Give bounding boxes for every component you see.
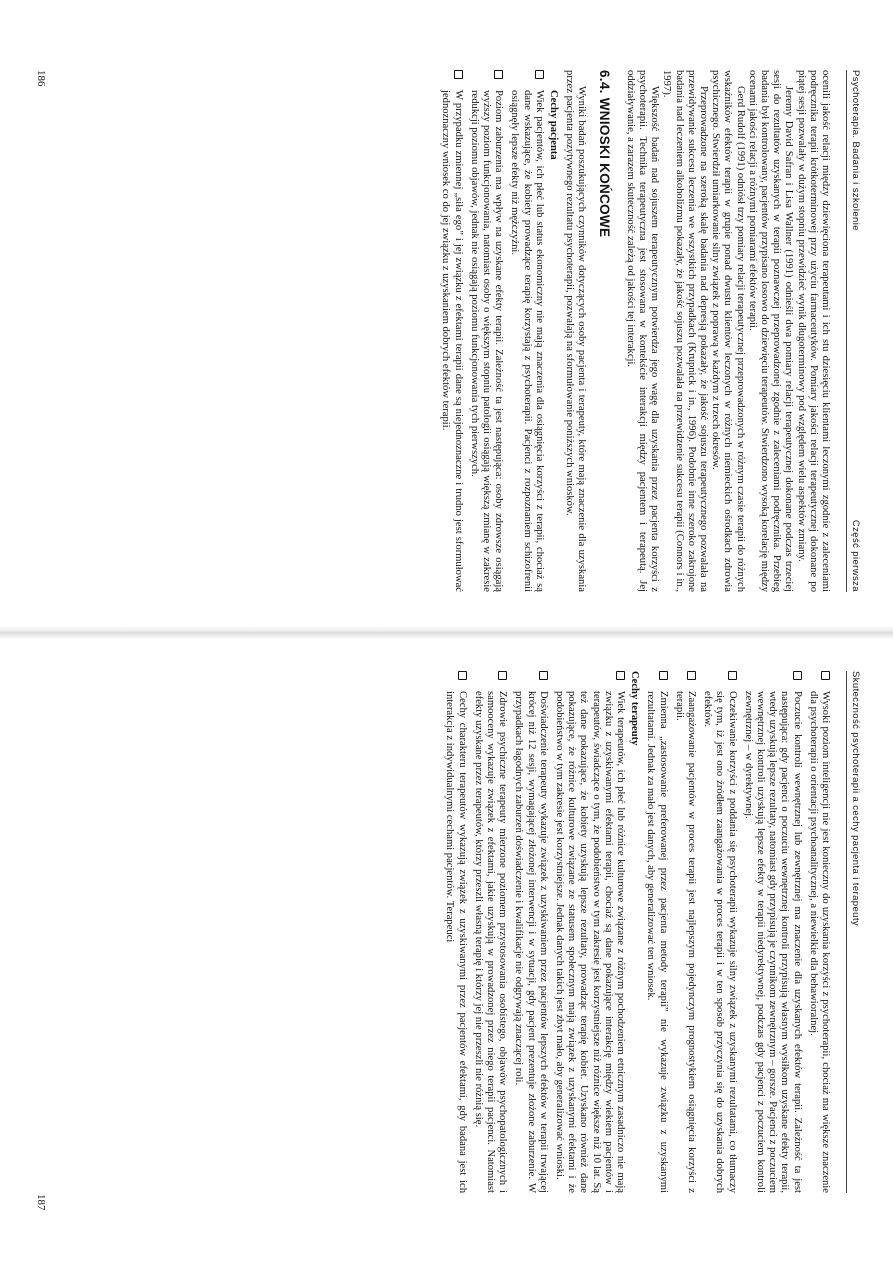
list-item [644, 671, 668, 1193]
paragraph: Jeremy David Safran i Lisa Wallner (1991) odnieśli dwa pomiary relacji terapeutycznej dokonane podczas trzeciej sesji do rezultatów uzyskanych w terapii poznawczej przeprowadzonej zgodnie z zaleceniami podręcznika. Przebieg badania był kontrolowany, pacjentów przypisano losowo do dziewięciu terapeutów. Stwierdzono wysoką korelację między ocenami jakości relacji a różnymi pomiarami efektów terapii. [746, 70, 795, 592]
paragraph: Gerd Rudolf (1991) odniósł trzy pomiary relacji terapeutycznej przeprowadzonych w różnym czasie terapii do różnych wskaźników efektów terapii w grupie ponad dwustu klientów leczonych w różnych niemieckich ośrodkach zdrowia psychicznego. Stwierdził umiarkowanie silny związek z poprawą w każdym z trzech okresów. [710, 70, 746, 592]
list-item [701, 671, 738, 1193]
list-item [443, 671, 467, 1193]
paragraph: Przeprowadzone na szeroką skalę badania nad depresją pokazały, że jakość sojuszu terapeutycznego pozwalała na przewidywanie sukcesu leczenia we wszystkich przypadkach (Krupnick i in., 1996). Podobnie inne szeroko zakrojone badania nad leczeniem alkoholizmu pokazały, że jakość sojuszu pozwalała na przewidzenie sukcesu terapii (Connors i in., 1997). [661, 70, 709, 592]
list-item-text: W przypadku zmiennej „siła ego” i jej związku z efektami terapii dane są niejednoznaczne i trudno jest sformułować jednoznaczny wniosek co do jej związku z uzyskaniem dobrych efektów terapii. [440, 90, 464, 592]
list-item [742, 671, 803, 1193]
checkbox-bullet-icon [793, 671, 802, 680]
header-chapter-title: Skuteczność psychoterapii a cechy pacjenta i terapeuty [850, 671, 861, 927]
checkbox-bullet-icon [687, 671, 696, 680]
list-item [472, 671, 509, 1193]
checkbox-bullet-icon [494, 70, 503, 79]
checkbox-bullet-icon [728, 671, 737, 680]
list-item-text: Cechy charakteru terapeutów wykazują związek z uzyskiwanymi przez pacjentów efektami, gdy badana jest ich interakcja z indywidualnymi cechami pacjentów. Terapeuci [444, 691, 468, 1193]
running-header [846, 70, 863, 592]
paragraph: Większość badań nad sojuszem terapeutycznym potwierdza jego wagę dla uzyskania przez pacjenta korzyści z psychoterapii. Technika terapeutyczna jest stosowana w kontekście interakcji między pacjentem i terapeutą. Jej oddziaływanie, a zarazem skuteczność zależą od jakości tej interakcji. [624, 70, 661, 592]
list-item-text: Zaangażowanie pacjentów w proces terapii jest najlepszym pojedynczym prognostykiem osiągnięcia korzyści z terapii. [673, 691, 697, 1193]
list-item [439, 70, 463, 592]
list-item-text: Zmienna „zastosowanie preferowanej przez pacjenta metody terapii” nie wykazuje związku z uzyskanymi rezultatami. Jednak za mało jest danych, aby generalizować ten wniosek. [645, 691, 669, 1193]
list-item-text: Wysoki poziom inteligencji nie jest konieczny do uzyskania korzyści z psychoterapii, chociaż ma większe znaczenie dla psychoterapii o orientacji psychoanalitycznej, a niewielkie dla behawioralnej. [807, 691, 831, 1193]
list-item-text: Poczucie kontroli wewnętrznej lub zewnętrznej ma znaczenie dla uzyskanych efektów terapii. Zależność ta jest następująca: gdy pacjenci o poczuciu wewnętrznej kontroli przypisują własnym wysiłkom uzyskane efekty terapii, wtedy uzyskują lepsze rezultaty, natomiast gdy przypisują je czynnikom zewnętrznym – gorsze. Pacjenci z poczuciem wewnętrznej kontroli uzyskują lepsze efekty w terapii niedyrektywnej, podczas gdy pacjenci z poczuciem kontroli zewnętrznej – w dyrektywnej. [742, 691, 803, 1193]
list-item-text: Wiek terapeutów, ich płeć lub różnice kulturowe związane z różnym pochodzeniem etnicznym zasadniczo nie mają związku z uzyskiwanymi efektami terapii, chociaż są dane pokazujące interakcję między wiekiem pacjentów i terapeutów, świadczące o tym, że podobieństwo w tym zakresie jest korzystniejsze niż różnice większe niż 10 lat. Są też dane pokazujące, że kobiety uzyskują lepsze rezultaty, prowadząc terapię kobiet. Uzyskano również dane pokazujące, że różnice kulturowe związane ze statusem społecznym mają związek z uzyskanymi efektami i że podobieństwo w tym zakresie jest korzystniejsze. Jednak danych takich jest zbyt mało, aby generalizować wnioski. [553, 691, 626, 1193]
section-title: 6.4. WNIOSKI KOŃCOWE [596, 70, 612, 238]
list-item [807, 671, 831, 1193]
running-header [846, 671, 863, 1193]
paragraph: ocenili jakość relacji między dziewięciona terapeutami i ich stu dziesięciu klientami leczonymi zgodnie z zaleceniami podręcznika terapii krótkoterminowej przy użyciu farmaceutyków. Pomiary jakości relacji terapeutycznej dokonane po piątej sesji pozwalały w dużym stopniu przewidzieć wynik długoterminowy pod względem wielu aspektów zmiany. [795, 70, 831, 592]
list-item [673, 671, 697, 1193]
checkbox-bullet-icon [659, 671, 668, 680]
list-item-text: Oczekiwanie korzyści z poddania się psychoterapii wykazuje silny związek z uzyskanymi rezultatami, co tłumaczy się tym, iż jest ono źródłem zaangażowania w proces terapii i w ten sposób przyczynia się do uzyskania dobrych efektów. [702, 691, 738, 1193]
header-part-label: Część pierwsza [850, 519, 861, 592]
page-number: 187 [35, 1194, 47, 1211]
checkbox-bullet-icon [535, 70, 544, 79]
page-body [435, 70, 831, 592]
subsection-title: Cechy pacjenta [547, 90, 559, 160]
list-item [512, 671, 549, 1193]
checkbox-bullet-icon [821, 671, 830, 680]
page-number: 186 [35, 70, 47, 87]
list-item [468, 70, 505, 592]
page-body [439, 671, 831, 1193]
checkbox-bullet-icon [458, 671, 467, 680]
left-page [0, 0, 893, 622]
right-page [0, 641, 893, 1263]
page-gutter [0, 625, 893, 639]
list-item [508, 70, 545, 592]
paragraph: Wyniki badań poszukujących czynników dotyczących osoby pacjenta i terapeuty, które mają znaczenie dla uzyskania przez pacjenta pozytywnego rezultatu psychoterapii, pozwalają na sformułowanie poniższych wniosków. [564, 70, 588, 592]
list-item-text: Doświadczenie terapeuty wykazuje związek z uzyskiwaniem przez pacjentów lepszych efektów w terapii trwającej krócej niż 12 sesji, wymagającej złożonej interwencji i w sytuacji, gdy pacjent prezentuje złożone zaburzenie. W przypadkach łagodnych zaburzeń doświadczenie i kwalifikacje nie odgrywają znaczącej roli. [513, 691, 549, 1193]
list-item [553, 671, 626, 1193]
checkbox-bullet-icon [454, 70, 463, 79]
checkbox-bullet-icon [616, 671, 625, 680]
list-item-text: Poziom zaburzenia ma wpływ na uzyskane efekty terapii. Zależność ta jest następująca: osoby zdrowsze osiągają wyższy poziom funkcjonowania, natomiast osoby o większym stopniu patologii osiągają większą zmianę w zakresie redukcji poziomu objawów, jednak nie osiągają poziomu funkcjonowania tych pierwszych. [468, 90, 505, 592]
list-item-text: Zdrowie psychiczne terapeuty mierzone poziomem przystosowania osobistego, objawów psychopatologicznych i samooceny wykazuje związek z efektami, jakie uzyskują w prowadzonej przez niego terapii pacjenci. Natomiast efekty uzyskane przez terapeutów, którzy przeszli własną terapię i którzy jej nie przeszli nie różnią się. [472, 691, 509, 1193]
subsection-title: Cechy terapeuty [629, 671, 641, 746]
checkbox-bullet-icon [498, 671, 507, 680]
list-item-text: Wiek pacjentów, ich płeć lub status ekonomiczny nie mają znaczenia dla osiągnięcia korzyści z terapii, chociaż są dane wskazujące, że kobiety prowadzące terapię korzystają z psychoterapii. Pacjenci z rozpoznaniem schizofrenii osiągnęły lepsze efekty niż mężczyźni. [509, 90, 545, 592]
header-book-title: Psychoterapia. Badania i szkolenie [850, 70, 861, 231]
checkbox-bullet-icon [539, 671, 548, 680]
